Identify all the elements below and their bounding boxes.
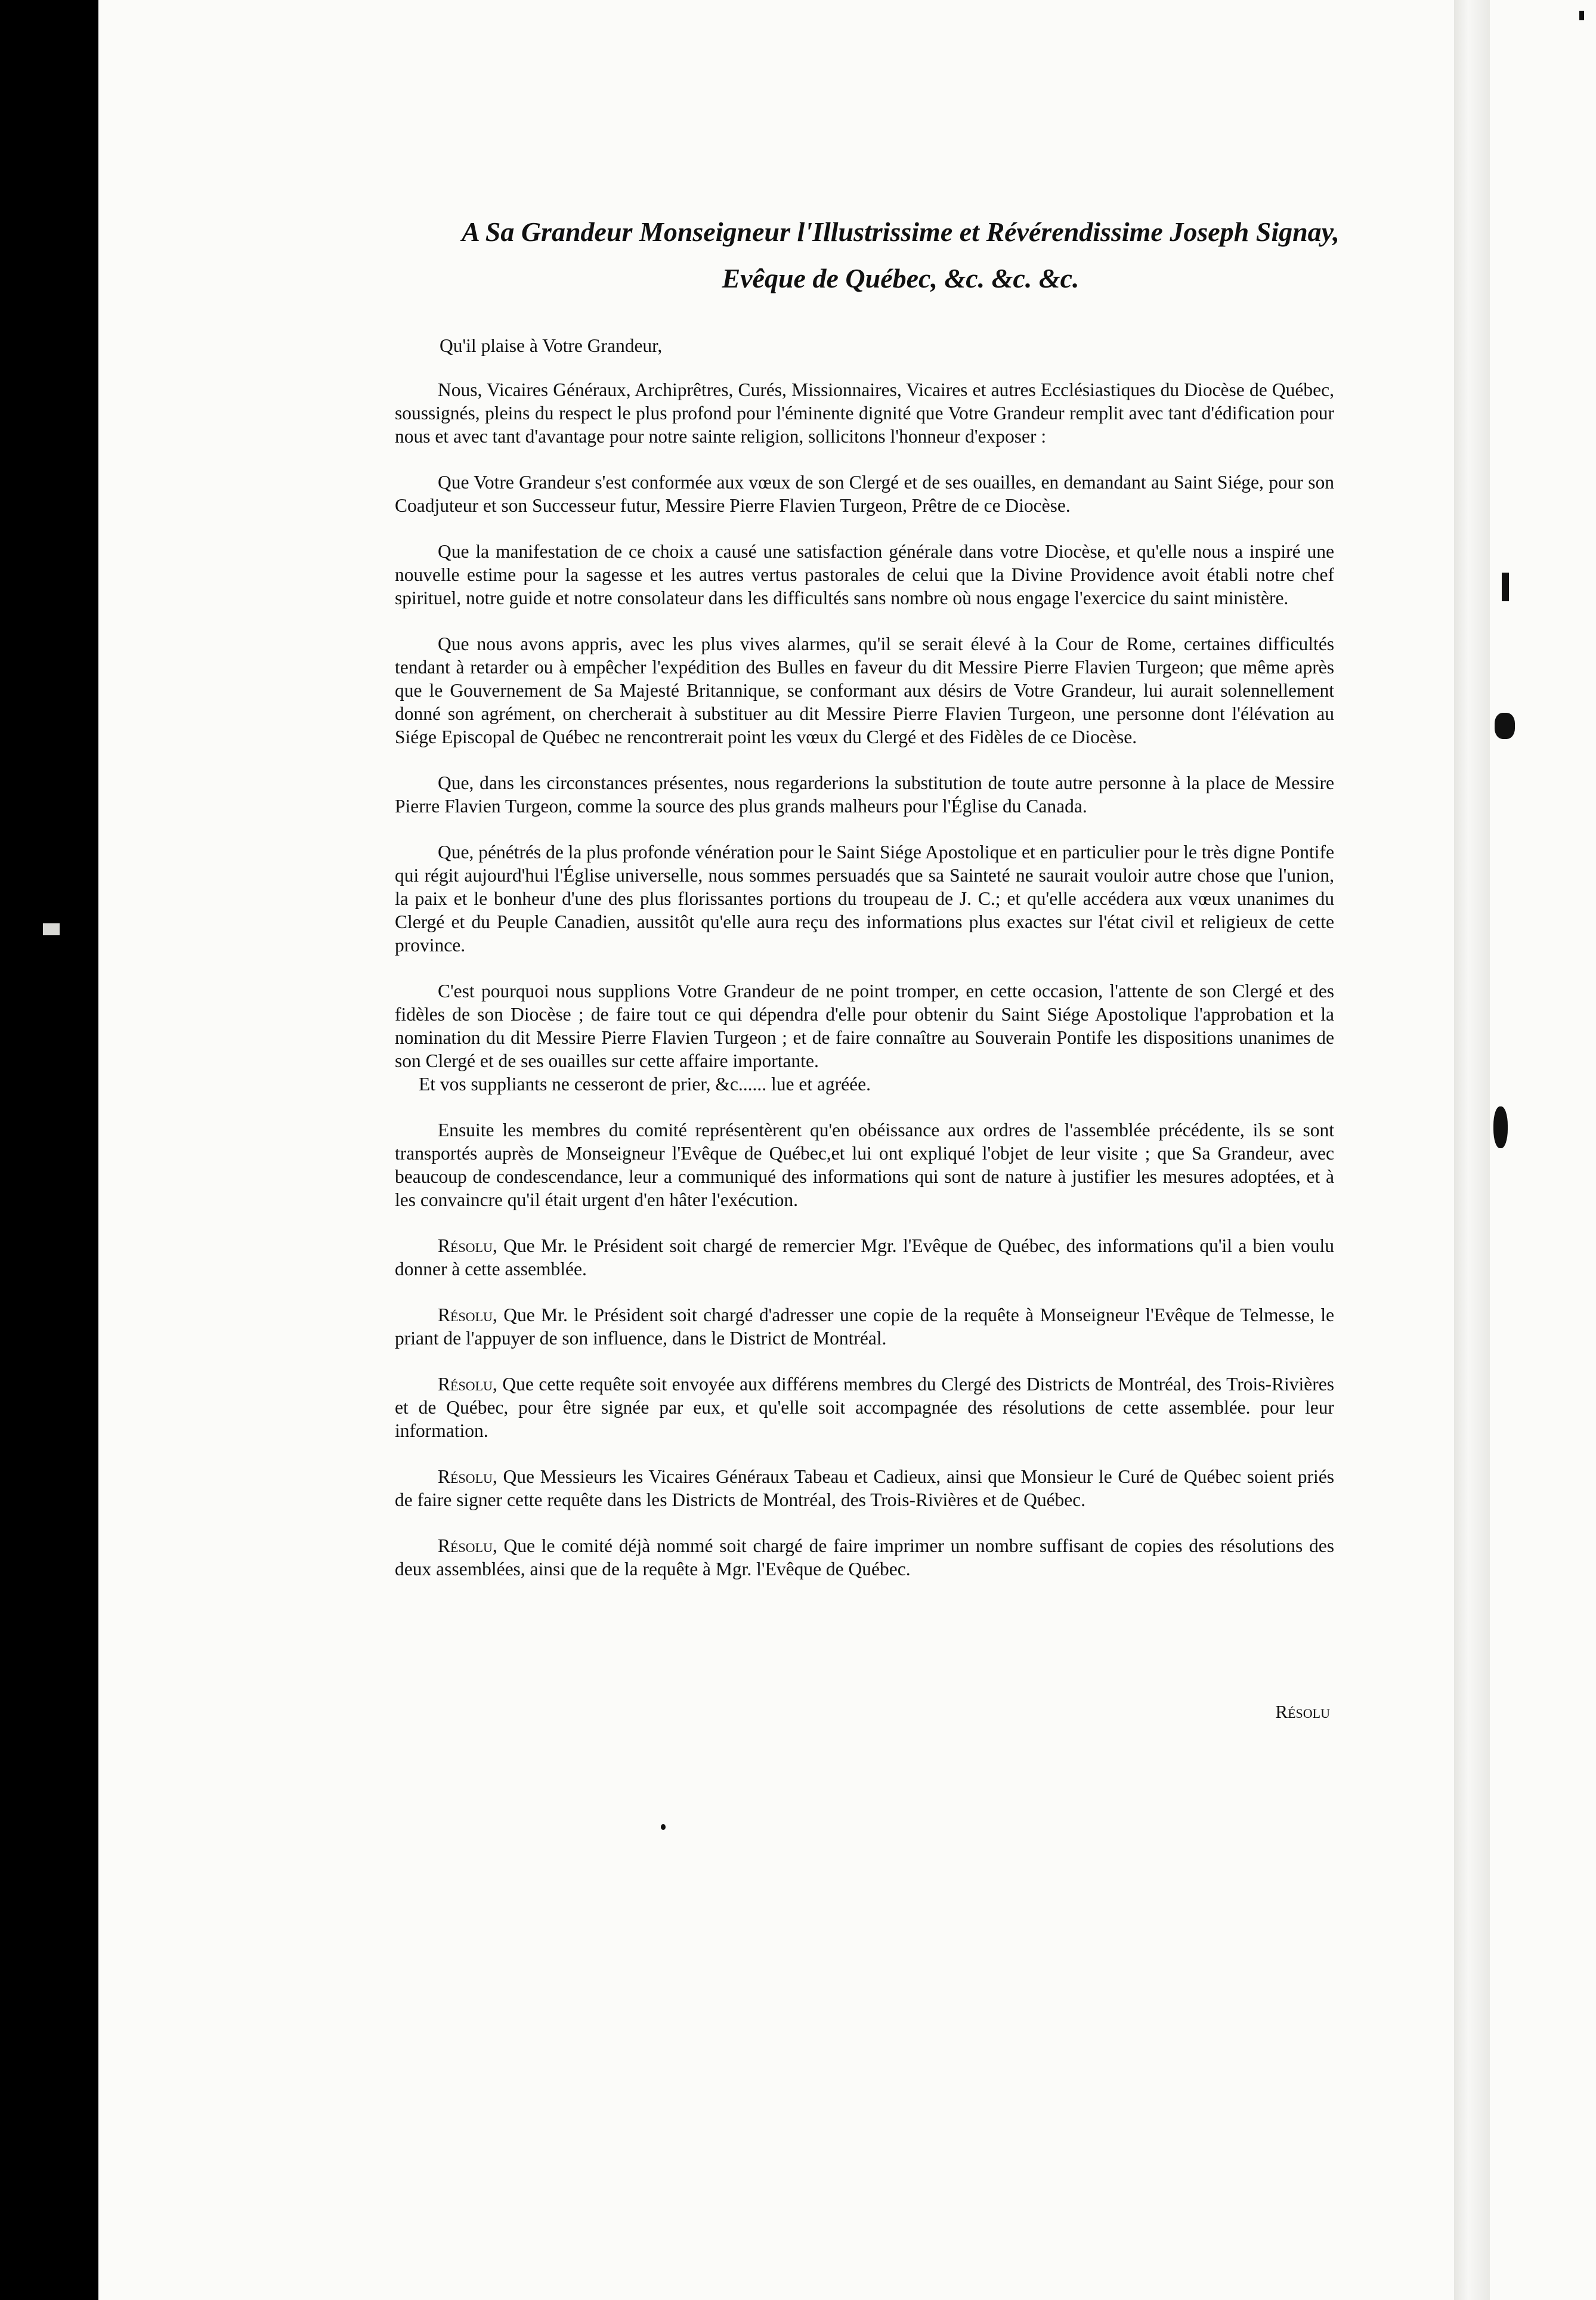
petition-paragraph: Que Votre Grandeur s'est conformée aux vœux de son Clergé et de ses ouailles, en demandant au Saint Siége, pour son Coadjuteur et son Successeur futur, Messire Pierre Flavien Turgeon, Prêtre de ce Diocèse. — [395, 472, 1334, 516]
margin-mark — [1493, 1106, 1508, 1148]
margin-mark — [1495, 713, 1515, 739]
margin-mark — [43, 923, 60, 935]
heading-line-2: Evêque de Québec, &c. &c. &c. — [722, 263, 1080, 293]
resolu-label: Résolu, — [438, 1235, 497, 1256]
ink-speck — [661, 1824, 666, 1830]
resolution-1 — [395, 1234, 1334, 1281]
resolution-2 — [395, 1303, 1334, 1350]
resolu-label: Résolu, — [438, 1535, 497, 1556]
margin-mark — [1502, 573, 1509, 601]
petition-paragraph: Que nous avons appris, avec les plus vives alarmes, qu'il se serait élevé à la Cour de Rome, certaines difficultés tendant à retarder ou à empêcher l'expédition des Bulles en faveur du dit Messire Pierre Flavien Turgeon; que même après que le Gouvernement de Sa Majesté Britannique, se conformant aux désirs de Votre Grandeur, lui aurait solennellement donné son agrément, on chercherait à substituer au dit Messire Pierre Flavien Turgeon, une personne dont l'élévation au Siége Episcopal de Québec ne rencontrerait point les vœux du Clergé et des Fidèles de ce Diocèse. — [395, 633, 1334, 747]
resolution-text: Que cette requête soit envoyée aux différens membres du Clergé des Districts de Montréal, des Trois-Rivières et de Québec, pour être signée par eux, et qu'elle soit accompagnée des résolutions de cette assemblée. pour leur information. — [395, 1374, 1335, 1441]
petition-paragraph: Que la manifestation de ce choix a causé une satisfaction générale dans votre Diocèse, et qu'elle nous a inspiré une nouvelle estime pour la sagesse et les autres vertus pastorales de celui que la Divine Providence avoit établi notre chef spirituel, notre guide et notre consolateur dans les difficultés sans nombre où nous engage l'exercice du saint ministère. — [395, 541, 1334, 608]
document-body — [395, 334, 1334, 1603]
resolu-label: Résolu, — [438, 1304, 497, 1325]
resolution-text: Que Mr. le Président soit chargé d'adresser une copie de la requête à Monseigneur l'Evêque de Telmesse, le priant de l'appuyer de son influence, dans le District de Montréal. — [395, 1304, 1335, 1349]
resolution-5 — [395, 1534, 1334, 1581]
salutation: Qu'il plaise à Votre Grandeur, — [440, 335, 663, 356]
resolution-text: Que Mr. le Président soit chargé de remercier Mgr. l'Evêque de Québec, des informations qu'il a bien voulu donner à cette assemblée. — [395, 1235, 1335, 1279]
facing-page-strip — [1490, 0, 1596, 2300]
resolu-label: Résolu, — [438, 1466, 497, 1487]
resolution-text: Que Messieurs les Vicaires Généraux Tabeau et Cadieux, ainsi que Monsieur le Curé de Québec soient priés de faire signer cette requête dans les Districts de Montréal, des Trois-Rivières et de Québec. — [395, 1466, 1335, 1510]
resolution-4 — [395, 1465, 1334, 1511]
resolution-text: Que le comité déjà nommé soit chargé de faire imprimer un nombre suffisant de copies des résolutions des deux assemblées, ainsi que de la requête à Mgr. l'Evêque de Québec. — [395, 1535, 1334, 1579]
document-heading — [388, 209, 1413, 302]
margin-mark — [1579, 11, 1584, 20]
resolu-label: Résolu, — [438, 1374, 497, 1395]
petition-paragraph: Que, dans les circonstances présentes, nous regarderions la substitution de toute autre personne à la place de Messire Pierre Flavien Turgeon, comme la source des plus grands malheurs pour l'Église du Canada. — [395, 772, 1334, 817]
catchword: Résolu — [1275, 1701, 1330, 1722]
petition-closing: Et vos suppliants ne cesseront de prier, &c...... lue et agréée. — [419, 1074, 871, 1095]
petition-paragraph: Que, pénétrés de la plus profonde vénération pour le Saint Siége Apostolique et en particulier pour le très digne Pontife qui régit aujourd'hui l'Église universelle, nous sommes persuadés que sa Sainteté ne saurait vouloir autre chose que l'union, la paix et le bonheur d'une des plus florissantes portions du troupeau de J. C.; et qu'elle accédera aux vœux unanimes du Clergé et du Peuple Canadien, aussitôt qu'elle aura reçu des informations plus exactes sur l'état civil et religieux de cette province. — [395, 842, 1334, 956]
resolution-3 — [395, 1372, 1334, 1442]
page-gutter-edge — [1454, 0, 1490, 2300]
document-page — [98, 0, 1461, 2300]
petition-paragraph: C'est pourquoi nous supplions Votre Grandeur de ne point tromper, en cette occasion, l'attente de son Clergé et des fidèles de son Diocèse ; de faire tout ce qui dépendra d'elle pour obtenir du Saint Siége Apostolique l'approbation et la nomination du dit Messire Pierre Flavien Turgeon ; et de faire connaître au Souverain Pontife les dispositions unanimes de son Clergé et de ses ouailles sur cette affaire importante. — [395, 981, 1334, 1071]
committee-report: Ensuite les membres du comité représentèrent qu'en obéissance aux ordres de l'assemblée précédente, ils se sont transportés auprès de Monseigneur l'Evêque de Québec,et lui ont expliqué l'objet de leur visite ; que Sa Grandeur, avec beaucoup de condescendance, leur a communiqué des informations qui sont de nature à justifier les mesures adoptées, et à les convaincre qu'il était urgent d'en hâter l'exécution. — [395, 1120, 1334, 1210]
heading-line-1: A Sa Grandeur Monseigneur l'Illustrissime et Révérendissime Joseph Signay, — [462, 217, 1340, 247]
petition-paragraph: Nous, Vicaires Généraux, Archiprêtres, Curés, Missionnaires, Vicaires et autres Ecclésiastiques du Diocèse de Québec, soussignés, pleins du respect le plus profond pour l'éminente dignité que Votre Grandeur remplit avec tant d'édification pour nous et avec tant d'avantage pour notre sainte religion, sollicitons l'honneur d'exposer : — [395, 379, 1334, 447]
